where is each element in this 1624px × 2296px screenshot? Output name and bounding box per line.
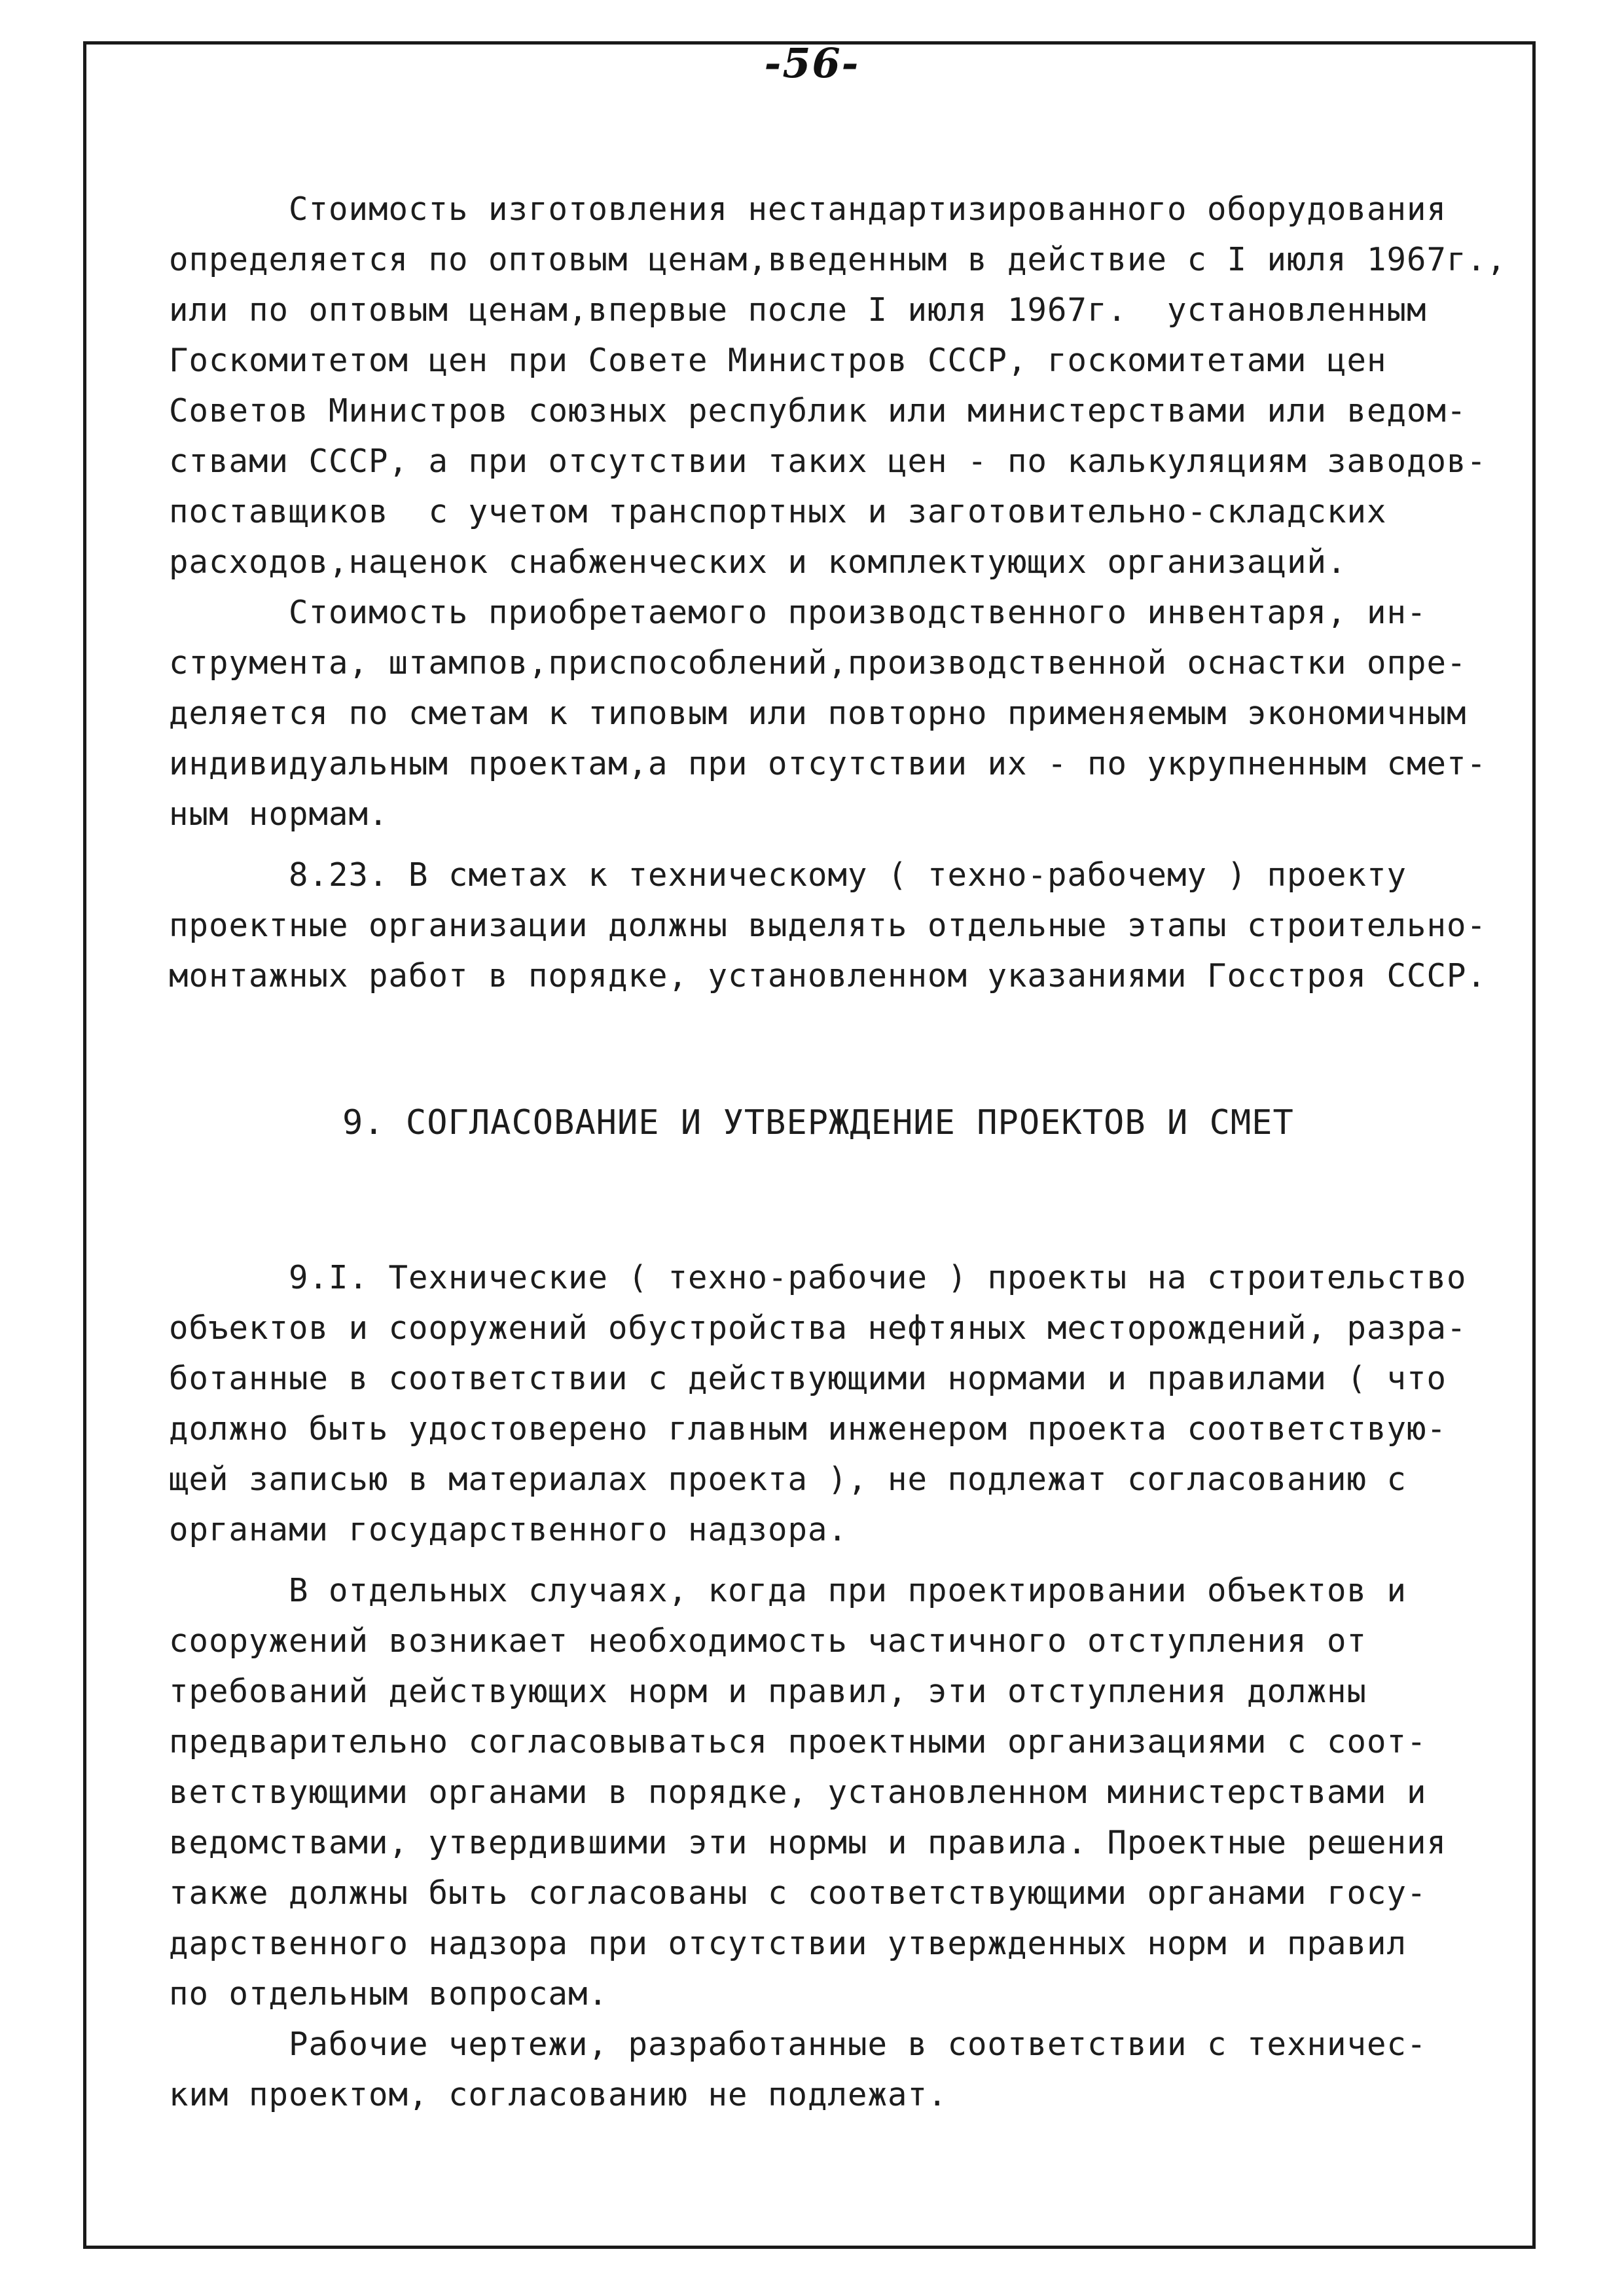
text-line: также должны быть согласованы с соответствующими органами госу- [169, 1874, 1427, 1912]
text-line: ветствующими органами в порядке, установленном министерствами и [169, 1774, 1427, 1811]
text-line: деляется по сметам к типовым или повторно применяемым экономичным [169, 695, 1467, 732]
text-line: Советов Министров союзных республик или министерствами или ведом- [169, 392, 1467, 429]
text-line: 9.I. Технические ( техно-рабочие ) проекты на строительство [289, 1259, 1467, 1296]
text-line: проектные организации должны выделять отдельные этапы строительно- [169, 907, 1487, 944]
text-line: Стоимость изготовления нестандартизированного оборудования [289, 191, 1447, 228]
text-line: расходов,наценок снабженческих и комплектующих организаций. [169, 543, 1347, 581]
text-line: или по оптовым ценам,впервые после I июля 1967г. установленным [169, 291, 1427, 329]
text-line: объектов и сооружений обустройства нефтяных месторождений, разра- [169, 1309, 1467, 1347]
text-line: Рабочие чертежи, разработанные в соответствии с техничес- [289, 2026, 1427, 2063]
text-line: ствами СССР, а при отсутствии таких цен - по калькуляциям заводов- [169, 443, 1487, 480]
text-line: органами государственного надзора. [169, 1511, 848, 1548]
text-line: монтажных работ в порядке, установленном указаниями Госстроя СССР. [169, 957, 1487, 994]
text-line: 8.23. В сметах к техническому ( техно-рабочему ) проекту [289, 856, 1407, 894]
text-line: дарственного надзора при отсутствии утвержденных норм и правил [169, 1925, 1407, 1962]
text-line: индивидуальным проектам,а при отсутствии их - по укрупненным смет- [169, 745, 1487, 782]
text-line: ботанные в соответствии с действующими нормами и правилами ( что [169, 1360, 1447, 1397]
text-line: В отдельных случаях, когда при проектировании объектов и [289, 1572, 1407, 1609]
text-line: ным нормам. [169, 795, 389, 833]
text-line: предварительно согласовываться проектными организациями с соот- [169, 1723, 1427, 1760]
text-line: сооружений возникает необходимость частичного отступления от [169, 1622, 1367, 1660]
section-heading: 9. СОГЛАСОВАНИЕ И УТВЕРЖДЕНИЕ ПРОЕКТОВ И СМЕТ [342, 1103, 1294, 1142]
text-line: Стоимость приобретаемого производственного инвентаря, ин- [289, 594, 1427, 631]
page-number: -56- [764, 39, 860, 87]
text-line: поставщиков с учетом транспортных и заготовительно-складских [169, 493, 1387, 530]
text-line: по отдельным вопросам. [169, 1975, 609, 2013]
text-line: Госкомитетом цен при Совете Министров СССР, госкомитетами цен [169, 342, 1387, 379]
text-line: щей записью в материалах проекта ), не подлежат согласованию с [169, 1461, 1407, 1498]
text-line: требований действующих норм и правил, эти отступления должны [169, 1673, 1367, 1710]
text-line: ведомствами, утвердившими эти нормы и правила. Проектные решения [169, 1824, 1447, 1861]
text-line: определяется по оптовым ценам,введенным в действие с I июля 1967г., [169, 241, 1507, 278]
text-line: должно быть удостоверено главным инженером проекта соответствую- [169, 1410, 1447, 1448]
text-line: ким проектом, согласованию не подлежат. [169, 2076, 948, 2113]
text-line: струмента, штампов,приспособлений,производственной оснастки опре- [169, 644, 1467, 682]
